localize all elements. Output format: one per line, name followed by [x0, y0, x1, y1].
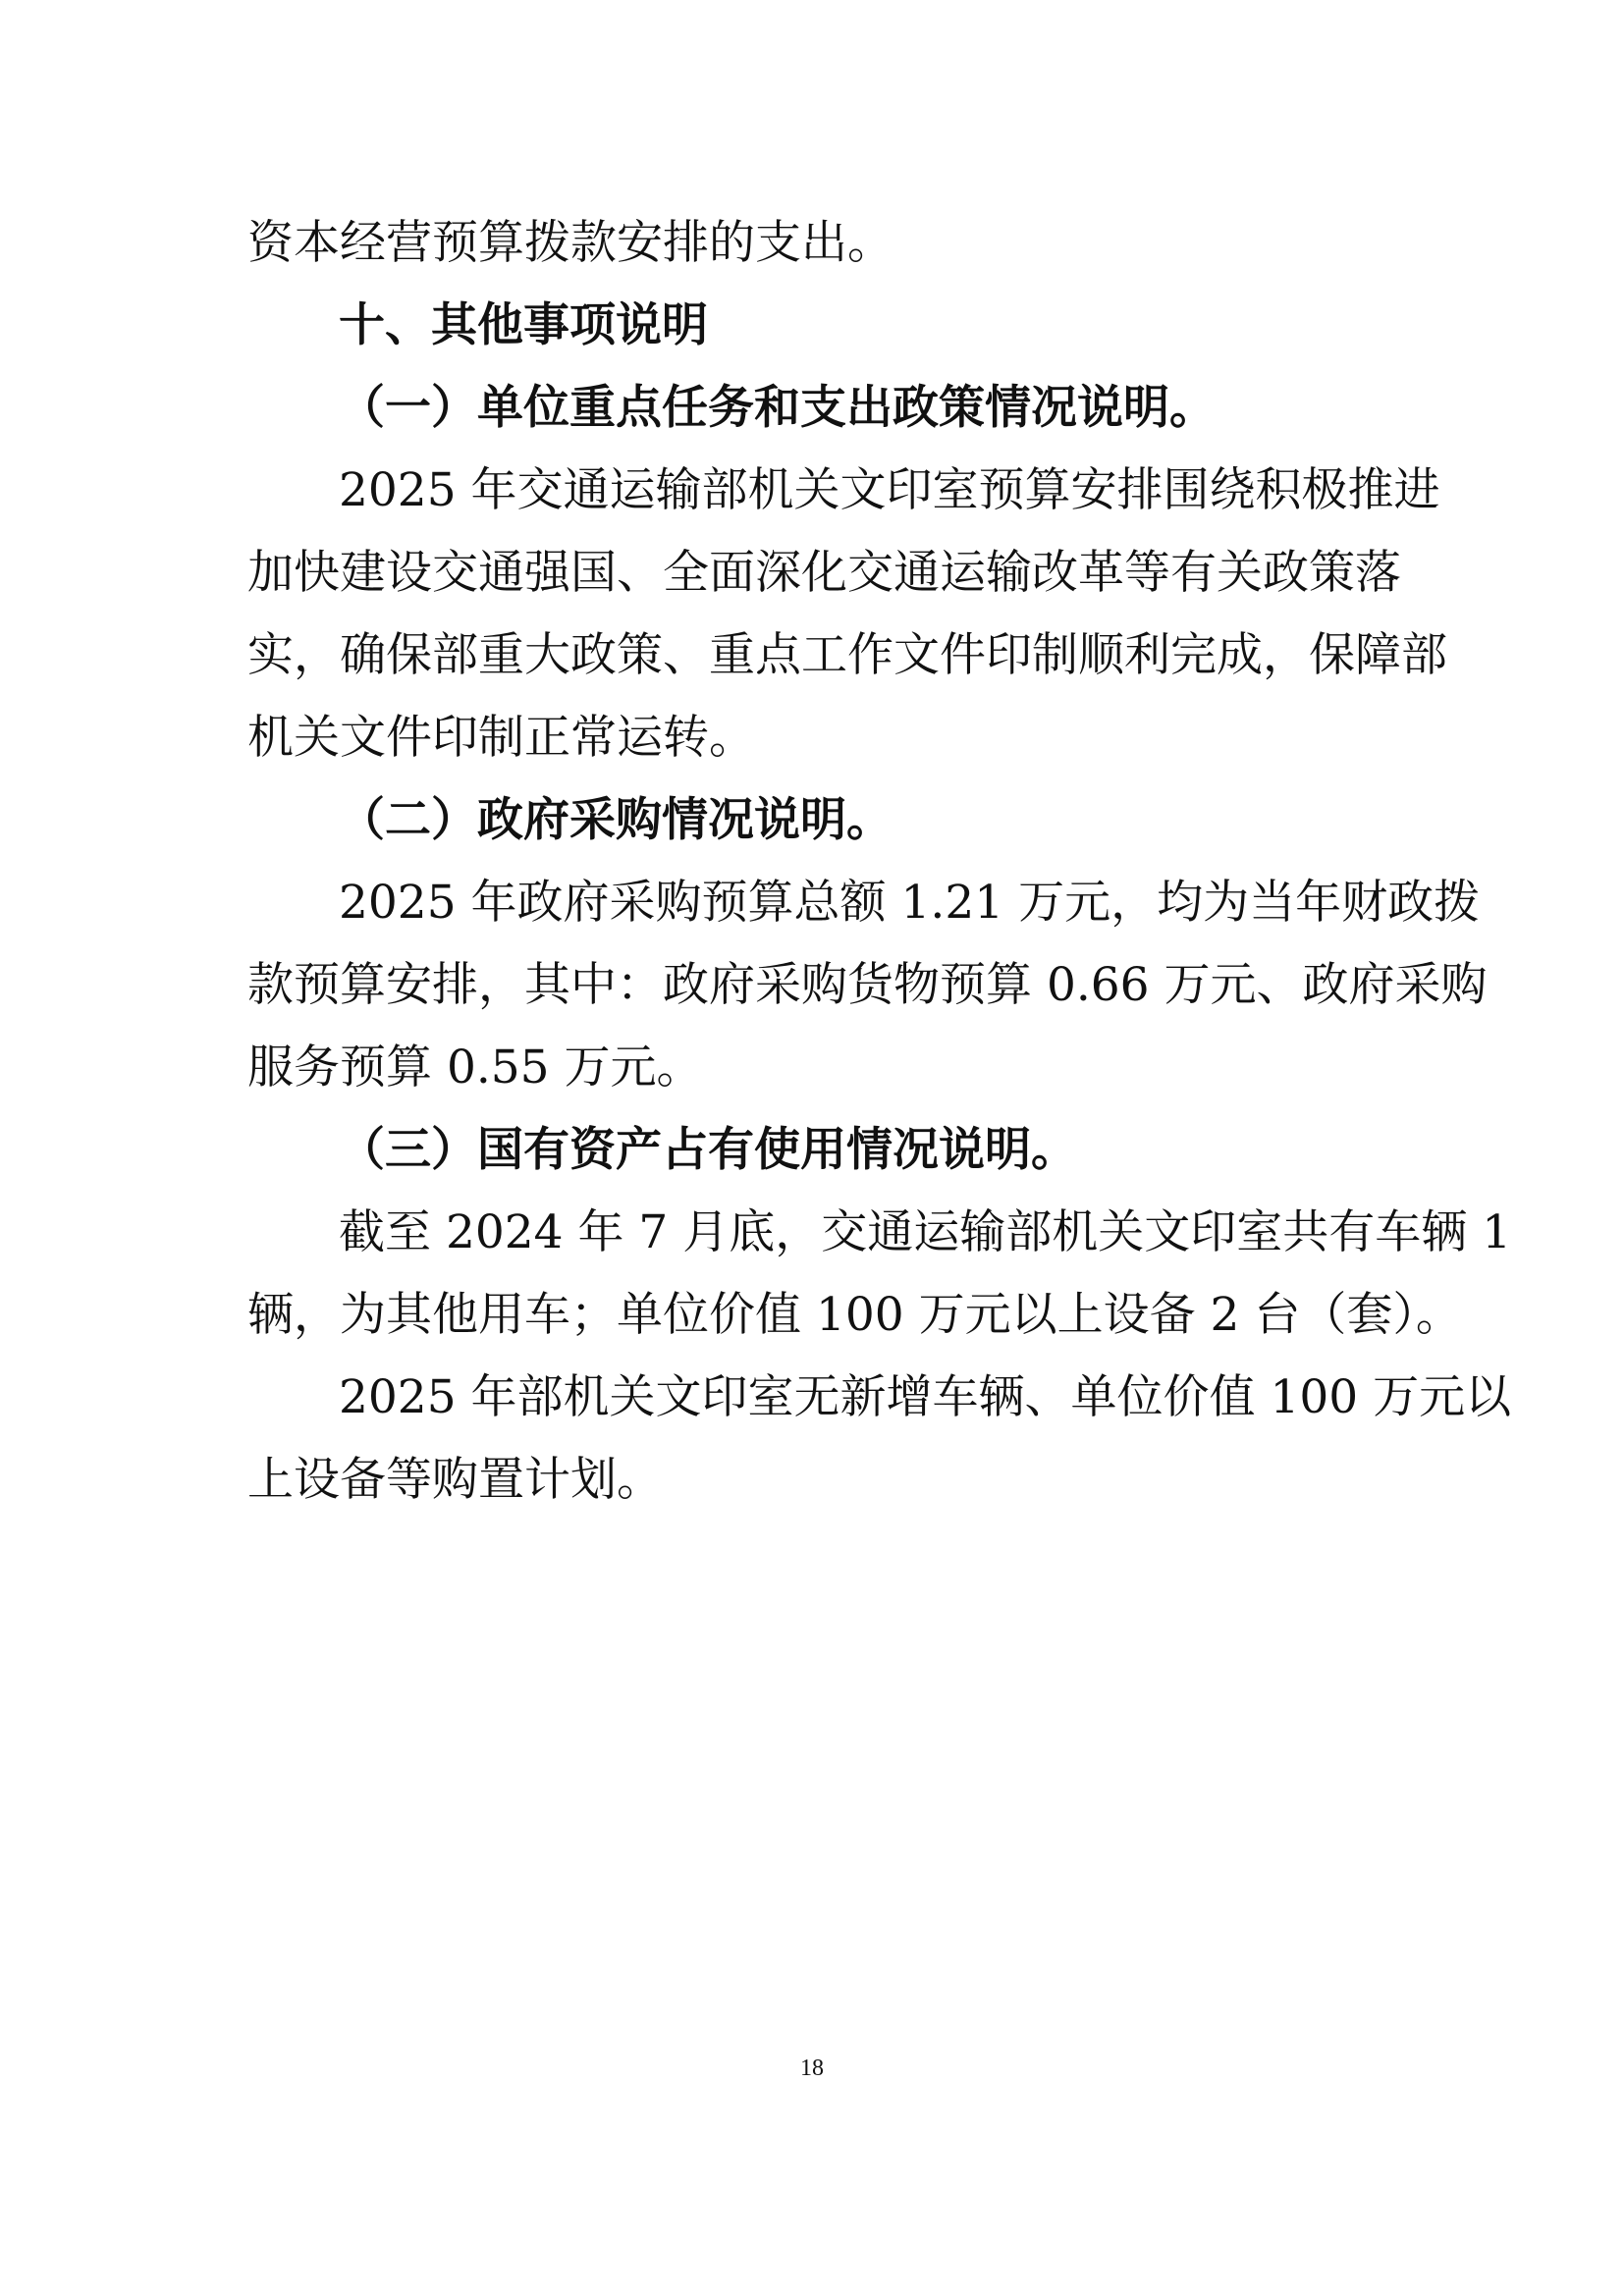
paragraph-line: 机关文件印制正常运转。	[247, 711, 755, 765]
paragraph-line: 款预算安排，其中：政府采购货物预算 0.66 万元、政府采购	[247, 958, 1488, 1012]
paragraph-line: 2025 年交通运输部机关文印室预算安排围绕积极推进	[339, 463, 1440, 517]
paragraph-line: 加快建设交通强国、全面深化交通运输改革等有关政策落	[247, 546, 1401, 600]
paragraph-line: 上设备等购置计划。	[247, 1453, 663, 1507]
subsection-heading: （一）单位重点任务和支出政策情况说明。	[339, 381, 1216, 435]
paragraph-line: 实，确保部重大政策、重点工作文件印制顺利完成，保障部	[247, 628, 1447, 682]
page-number: 18	[800, 2056, 824, 2081]
paragraph-line: 辆，为其他用车；单位价值 100 万元以上设备 2 台（套）。	[247, 1288, 1462, 1342]
subsection-heading: （二）政府采购情况说明。	[339, 793, 893, 847]
paragraph-line: 截至 2024 年 7 月底，交通运输部机关文印室共有车辆 1	[339, 1205, 1512, 1259]
paragraph-line: 服务预算 0.55 万元。	[247, 1041, 703, 1095]
paragraph-line: 资本经营预算拨款安排的支出。	[247, 216, 893, 270]
paragraph-line: 2025 年部机关文印室无新增车辆、单位价值 100 万元以	[339, 1370, 1512, 1424]
subsection-heading: （三）国有资产占有使用情况说明。	[339, 1123, 1077, 1177]
paragraph-line: 2025 年政府采购预算总额 1.21 万元，均为当年财政拨	[339, 876, 1481, 930]
section-heading: 十、其他事项说明	[339, 298, 708, 352]
